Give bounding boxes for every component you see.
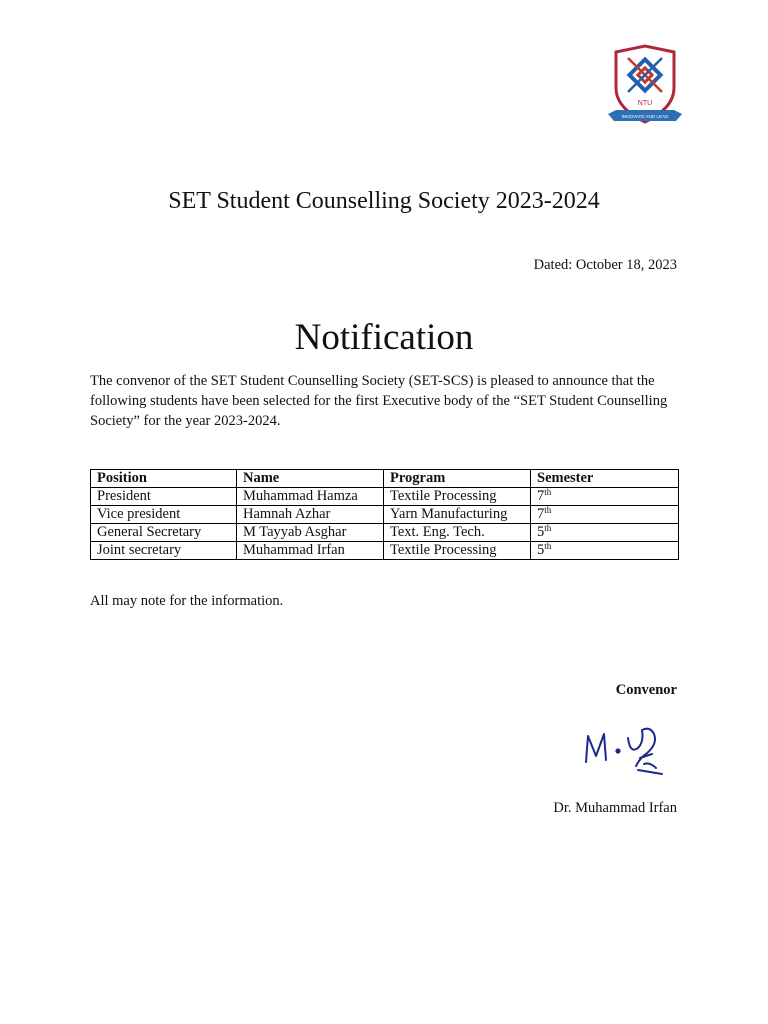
cell-name: M Tayyab Asghar [237, 524, 384, 542]
cell-semester [531, 506, 679, 524]
semester-suffix: th [544, 523, 552, 533]
cell-position: General Secretary [91, 524, 237, 542]
semester-number: 5 [537, 524, 545, 540]
semester-number: 7 [537, 506, 545, 522]
table-row [91, 542, 679, 560]
cell-position: Vice president [91, 506, 237, 524]
cell-program: Textile Processing [384, 542, 531, 560]
closing-note: All may note for the information. [90, 593, 284, 609]
cell-name: Hamnah Azhar [237, 506, 384, 524]
university-logo [606, 44, 684, 128]
cell-position: President [91, 488, 237, 506]
table-row [91, 488, 679, 506]
signature-image [580, 718, 672, 782]
executive-body-table [90, 469, 679, 560]
semester-suffix: th [544, 487, 552, 497]
date-line: Dated: October 18, 2023 [533, 257, 677, 273]
header-name: Name [237, 470, 384, 488]
signatory-name: Dr. Muhammad Irfan [553, 800, 677, 816]
semester-suffix: th [544, 505, 552, 515]
logo-motto: INNOVATE AND LEAD [621, 114, 669, 119]
semester-suffix: th [544, 541, 552, 551]
cell-semester [531, 542, 679, 560]
header-program: Program [384, 470, 531, 488]
cell-position: Joint secretary [91, 542, 237, 560]
cell-semester [531, 524, 679, 542]
table-row [91, 506, 679, 524]
notification-heading: Notification [294, 317, 474, 358]
document-title: SET Student Counselling Society 2023-2024 [168, 188, 600, 214]
cell-name: Muhammad Irfan [237, 542, 384, 560]
header-semester: Semester [531, 470, 679, 488]
intro-paragraph: The convenor of the SET Student Counselling Society (SET-SCS) is pleased to announce that the following students have been selected for the first Executive body of the “SET Student Counselling Society” for the year 2023-2024. [90, 373, 668, 429]
cell-program: Text. Eng. Tech. [384, 524, 531, 542]
convenor-title: Convenor [615, 682, 677, 698]
cell-program: Yarn Manufacturing [384, 506, 531, 524]
header-position: Position [91, 470, 237, 488]
cell-program: Textile Processing [384, 488, 531, 506]
table-row [91, 524, 679, 542]
table-header-row [91, 470, 679, 488]
semester-number: 7 [537, 488, 545, 504]
logo-caption: NTU [637, 100, 653, 107]
cell-semester [531, 488, 679, 506]
semester-number: 5 [537, 542, 545, 558]
cell-name: Muhammad Hamza [237, 488, 384, 506]
